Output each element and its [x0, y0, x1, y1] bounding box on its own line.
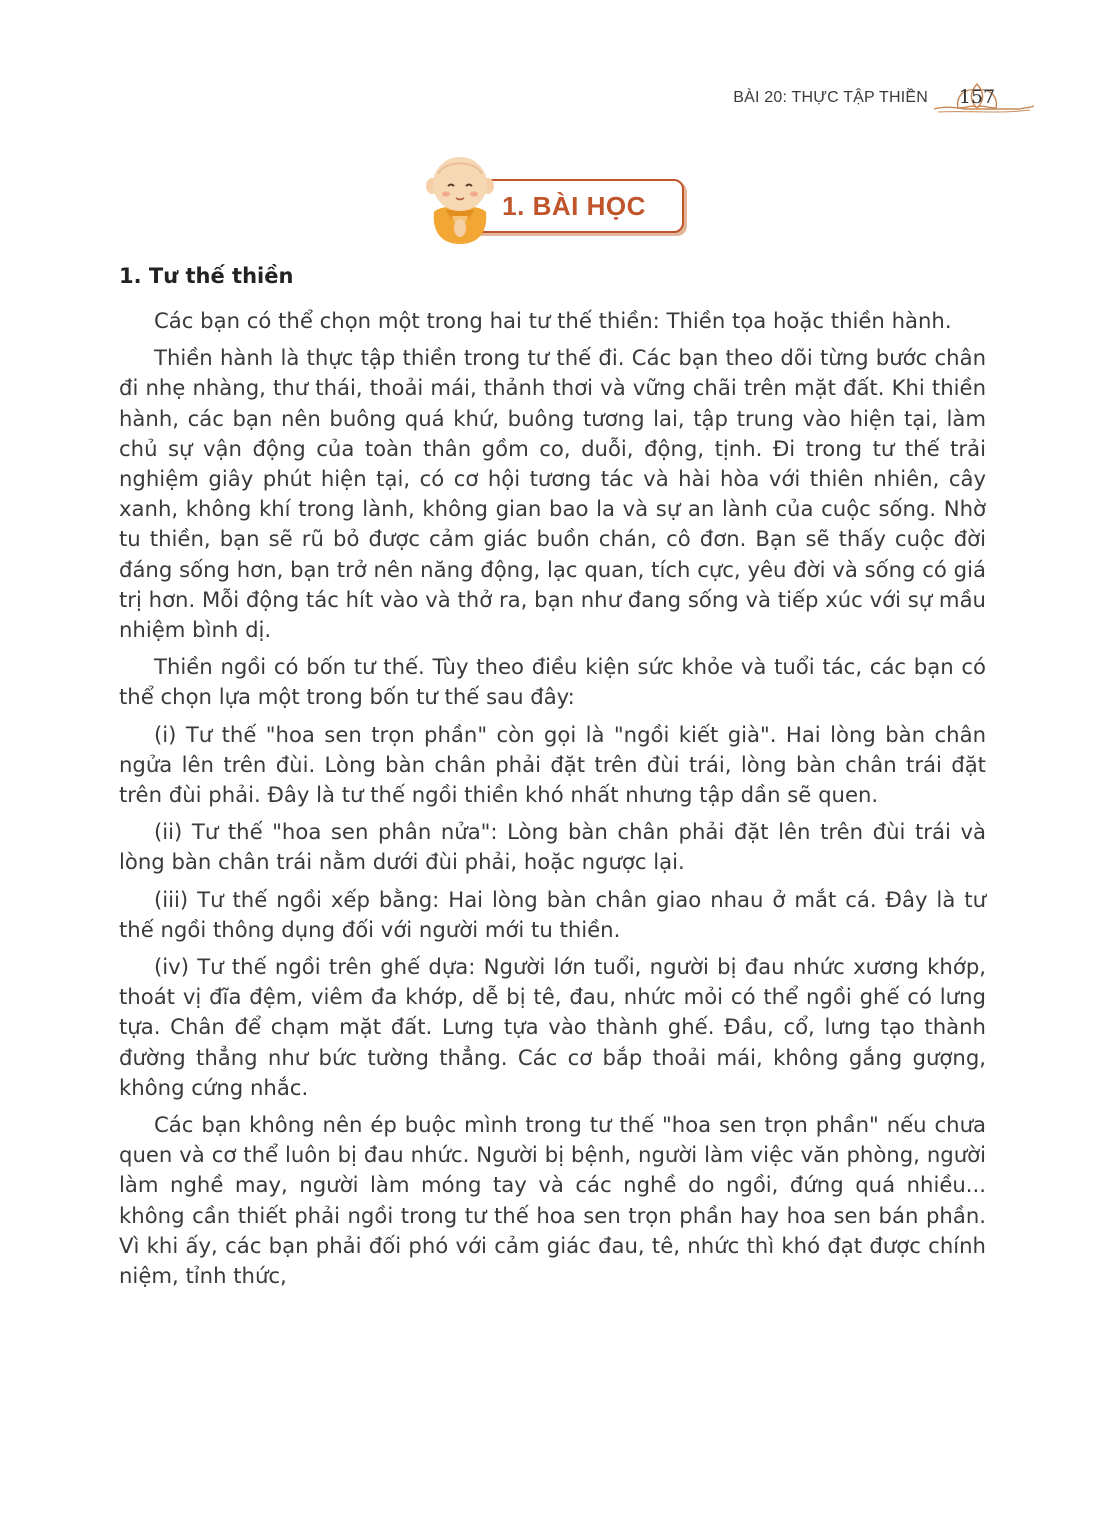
- section-banner: [420, 152, 685, 248]
- paragraph: (iii) Tư thế ngồi xếp bằng: Hai lòng bàn chân giao nhau ở mắt cá. Đây là tư thế ngồi thông dụng đối với người mới tu thiền.: [119, 886, 986, 942]
- page-header: [733, 78, 1034, 118]
- section-title: 1. BÀI HỌC: [502, 190, 646, 221]
- paragraph: Thiền hành là thực tập thiền trong tư thế đi. Các bạn theo dõi từng bước chân đi nhẹ nhàng, thư thái, thoải mái, thảnh thơi và vững chãi trên mặt đất. Khi thiền hành, các bạn nên buông quá khứ, buông tương lai, tập trung vào hiện tại, làm chủ sự vận động của toàn thân gồm co, duỗi, động, tịnh. Đi trong tư thế trải nghiệm giây phút hiện tại, có cơ hội tương tác và hài hòa với thiên nhiên, cây xanh, không khí trong lành, không gian bao la và sự an lành của cuộc sống. Nhờ tu thiền, bạn sẽ rũ bỏ được cảm giác buồn chán, cô đơn. Bạn sẽ thấy cuộc đời đáng sống hơn, bạn trở nên năng động, lạc quan, tích cực, yêu đời và sống có giá trị hơn. Mỗi động tác hít vào và thở ra, bạn như đang sống và tiếp xúc với sự mầu nhiệm bình dị.: [119, 345, 986, 643]
- paragraph: (iv) Tư thế ngồi trên ghế dựa: Người lớn tuổi, người bị đau nhức xương khớp, thoát vị đĩa đệm, viêm đa khớp, dễ bị tê, đau, nhức mỏi có thể ngồi ghế có lưng tựa. Chân để chạm mặt đất. Lưng tựa vào thành ghế. Đầu, cổ, lưng tạo thành đường thẳng như bức tường thẳng. Các cơ bắp thoải mái, không gắng gượng, không cứng nhắc.: [119, 954, 986, 1100]
- body-text: [119, 306, 986, 1298]
- paragraph: (i) Tư thế "hoa sen trọn phần" còn gọi là "ngồi kiết già". Hai lòng bàn chân ngửa lên trên đùi. Lòng bàn chân phải đặt trên đùi trái, lòng bàn chân trái đặt trên đùi phải. Đây là tư thế ngồi thiền khó nhất nhưng tập dần sẽ quen.: [119, 721, 986, 808]
- monk-mascot-icon: [420, 152, 500, 248]
- chapter-title: BÀI 20: THỰC TẬP THIỀN: [733, 89, 928, 106]
- page-number: 157: [958, 86, 996, 108]
- paragraph: (ii) Tư thế "hoa sen phân nửa": Lòng bàn chân phải đặt lên trên đùi trái và lòng bàn chân trái nằm dưới đùi phải, hoặc ngược lại.: [119, 819, 986, 875]
- page-number-ornament: [934, 78, 1034, 118]
- paragraph: Thiền ngồi có bốn tư thế. Tùy theo điều kiện sức khỏe và tuổi tác, các bạn có thể chọn lựa một trong bốn tư thế sau đây:: [119, 654, 986, 710]
- paragraph: Các bạn không nên ép buộc mình trong tư thế "hoa sen trọn phần" nếu chưa quen và cơ thể luôn bị đau nhức. Người bị bệnh, người làm việc văn phòng, người làm nghề may, người làm móng tay và các nghề do ngồi, đứng quá nhiều... không cần thiết phải ngồi trong tư thế hoa sen trọn phần hay hoa sen bán phần. Vì khi ấy, các bạn phải đối phó với cảm giác đau, tê, nhức thì khó đạt được chính niệm, tỉnh thức,: [119, 1112, 986, 1289]
- paragraph: Các bạn có thể chọn một trong hai tư thế thiền: Thiền tọa hoặc thiền hành.: [154, 308, 952, 333]
- subsection-heading: 1. Tư thế thiền: [119, 264, 294, 288]
